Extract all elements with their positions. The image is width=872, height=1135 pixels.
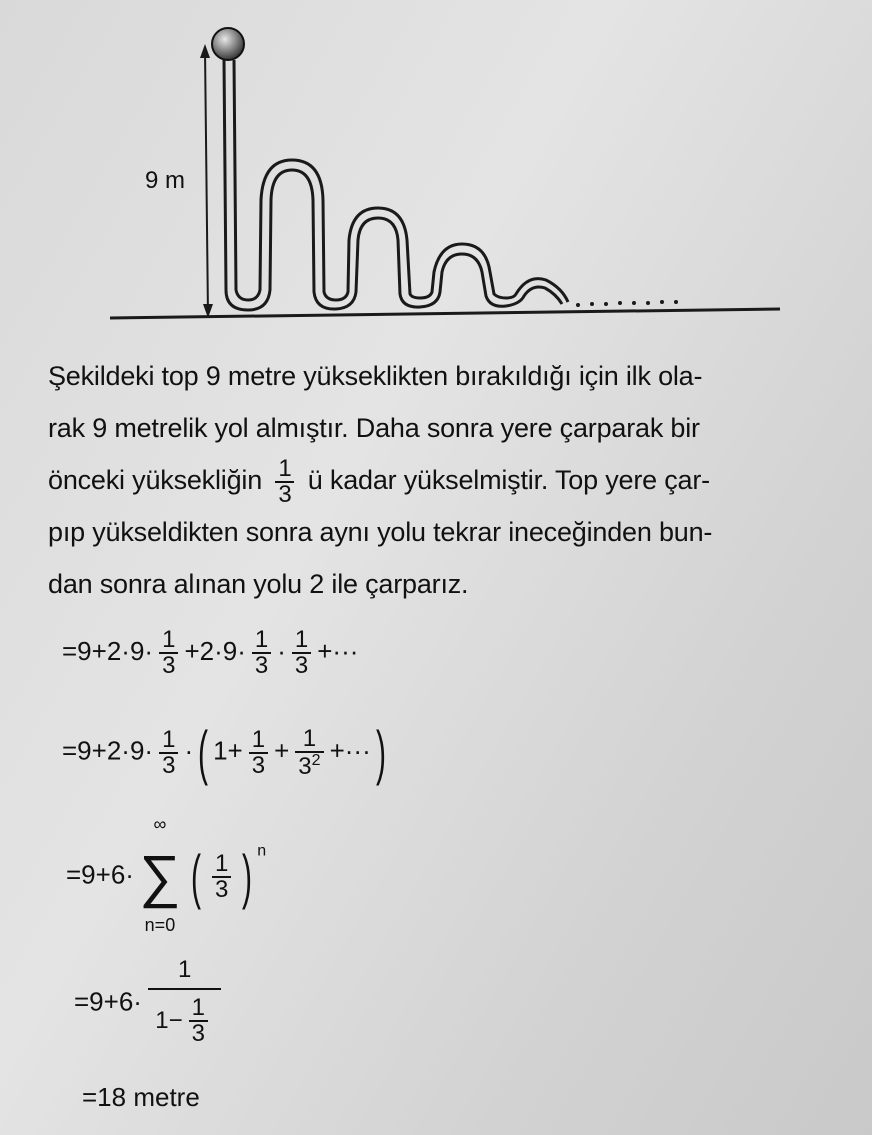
fraction-numerator: 1 [275,457,294,483]
eq1-part-a: =9+2·9· [62,635,154,666]
eq3-exponent: n [257,842,267,860]
eq1-fraction-1 [159,628,178,678]
eq3-paren-open: ( [190,843,201,910]
eq2-part-a: =9+2·9· [62,735,154,766]
eq1-part-c: · [277,635,286,666]
eq1-part-b: +2·9· [184,635,246,666]
height-label: 9 m [145,167,186,194]
eq2-fraction-2 [249,725,268,779]
paragraph-line-1: Şekildeki top 9 metre yükseklikten bırakıldığı için ilk ola- [48,361,703,391]
eq4-fraction [148,958,221,1046]
eq2-f3-den [295,753,323,779]
eq1-f2-num: 1 [252,628,271,654]
eq3-paren-close: ) [242,843,253,910]
eq3-part-a: =9+6· [66,859,134,890]
eq2-f2-num: 1 [249,728,268,754]
eq3-f-den: 3 [214,875,229,903]
eq2-paren-open: ( [198,719,209,786]
eq4-den [148,990,221,1046]
sum-upper-limit: ∞ [153,813,167,834]
sum-lower-limit: n=0 [144,914,176,935]
eq3-f-num: 1 [212,852,231,878]
sigma-symbol: ∑ [139,843,181,909]
eq2-f3-num: 1 [295,727,323,753]
eq3-fraction [212,849,231,903]
eq1-f1-num: 1 [159,628,178,654]
eq4-den-part-a: 1− [155,1007,183,1034]
eq4-part-a: =9+6· [74,986,142,1017]
eq2-paren-close: ) [375,719,386,786]
eq4-den-fraction [189,996,208,1046]
arrow-head-top [200,44,210,58]
line3-before: önceki yüksekliğin [48,465,263,495]
eq2-f1-num: 1 [159,728,178,754]
explanation-paragraph [48,350,848,610]
eq1-fraction-2 [252,628,271,678]
fraction-one-third [275,454,294,508]
eq1-fraction-3 [292,628,311,678]
eq1-f2-den: 3 [254,652,269,679]
summation [134,813,186,935]
paragraph-line-4: pıp yükseldikten sonra aynı yolu tekrar ineceğinden bun- [48,517,713,547]
bounce-tail-dots [576,300,678,307]
eq2-f3-den-base: 3 [298,752,312,780]
equation-3 [66,813,267,935]
eq4-num: 1 [148,958,221,990]
paragraph-line-3 [48,454,848,506]
eq1-f3-num: 1 [292,628,311,654]
ball [212,28,244,60]
equation-5-result: =18 metre [82,1082,200,1112]
eq4-den-f-num: 1 [189,996,208,1022]
eq2-part-b: · [184,735,194,766]
height-arrow [205,50,208,316]
eq2-fraction-1 [159,725,178,779]
eq4-den-f-den: 3 [191,1020,205,1047]
eq2-part-e: +··· [329,735,371,766]
bouncing-ball-figure [0,0,872,340]
eq2-f3-den-exponent: 2 [311,751,321,769]
paragraph-line-5: dan sonra alınan yolu 2 ile çarparız. [48,569,469,599]
equation-4 [74,958,227,1046]
eq2-f1-den: 3 [162,751,176,779]
equation-2 [62,718,391,787]
paragraph-line-2: rak 9 metrelik yol almıştır. Daha sonra yere çarparak bir [48,413,700,443]
eq2-fraction-3 [295,724,323,780]
equation-1 [62,628,358,678]
eq1-f3-den: 3 [294,652,309,679]
eq2-f2-den: 3 [251,751,266,779]
eq1-part-d: +··· [317,635,359,666]
bounce-path [224,60,568,310]
fraction-denominator: 3 [278,480,292,508]
eq2-part-c: 1+ [213,735,243,766]
eq2-part-d: + [274,735,290,766]
line3-after: ü kadar yükselmiştir. Top yere çar- [307,465,710,495]
eq1-f1-den: 3 [162,652,176,679]
